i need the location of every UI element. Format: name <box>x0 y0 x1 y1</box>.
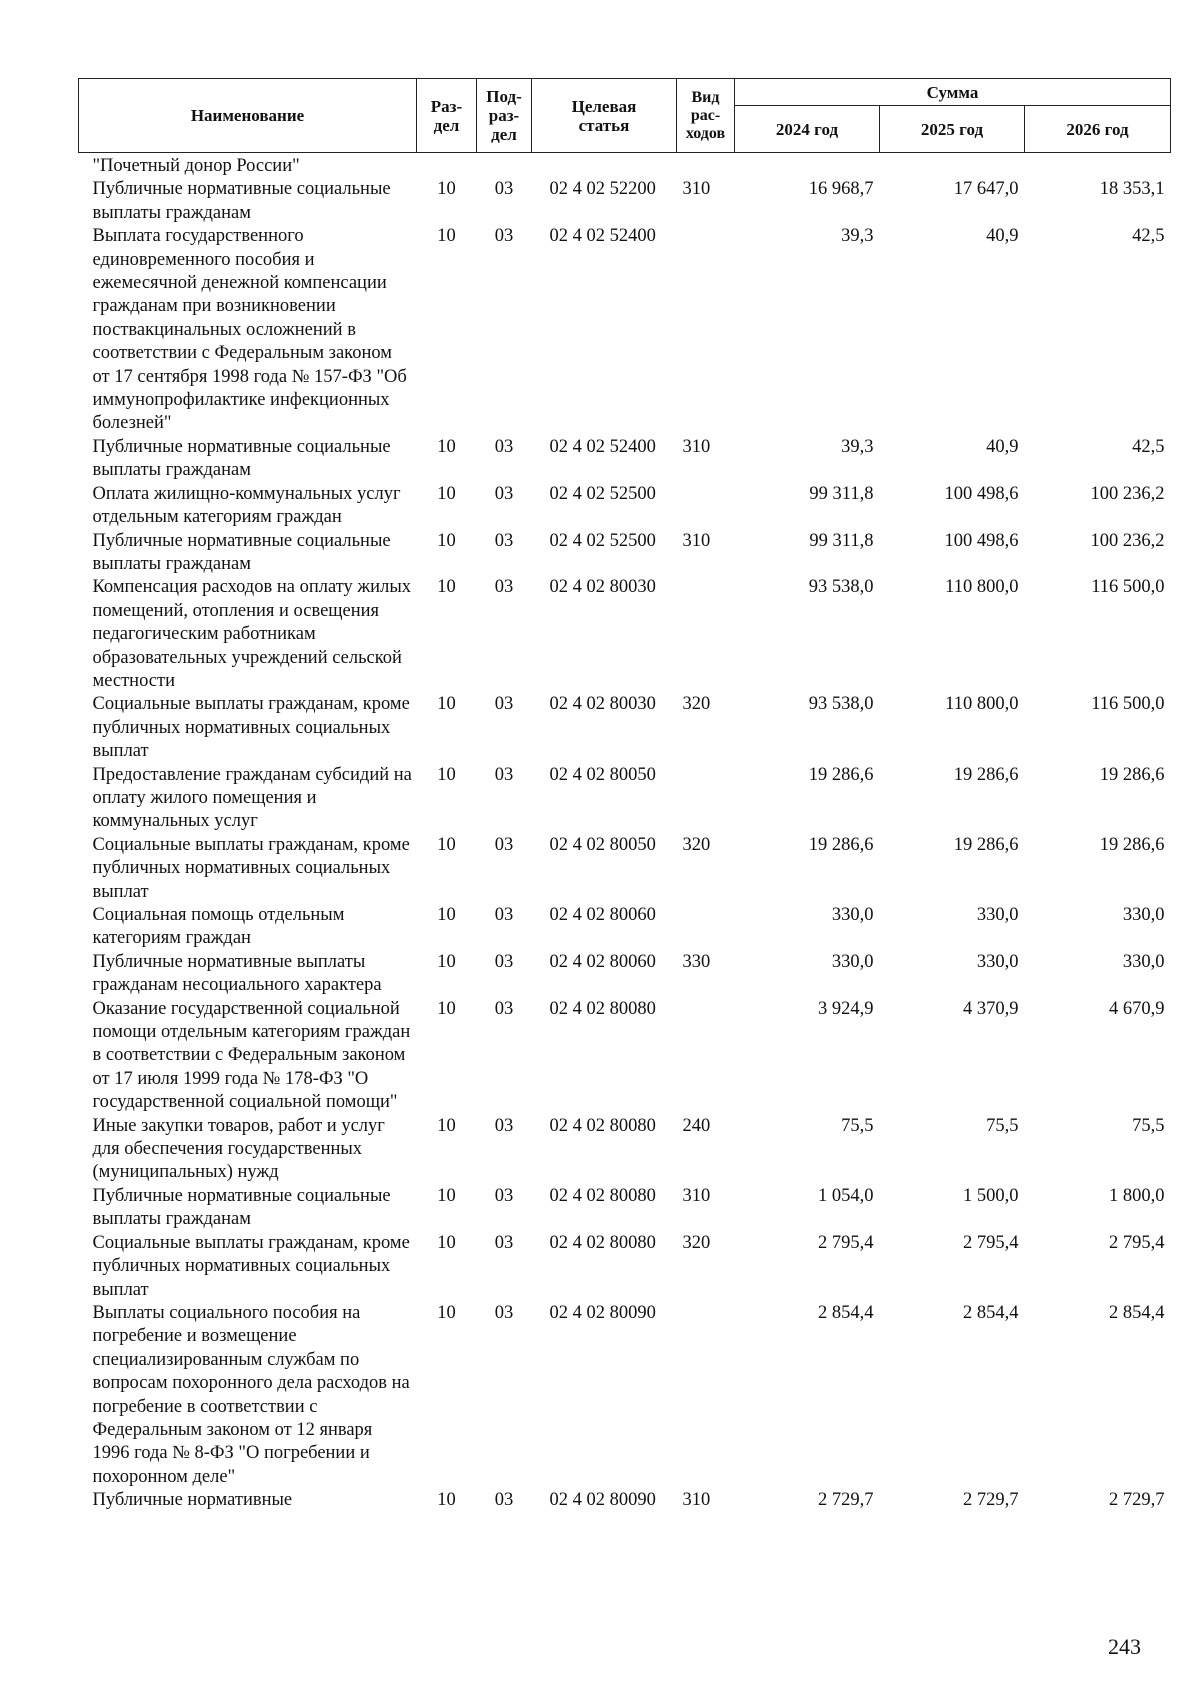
row-sum-2025: 40,9 <box>986 226 1019 247</box>
row-sum-2025: 330,0 <box>976 951 1019 972</box>
row-vid-rashodov <box>677 153 735 179</box>
row-sum-2025: 17 647,0 <box>953 179 1019 200</box>
row-sum-2024: 75,5 <box>841 1115 874 1136</box>
row-sum-2024: 3 924,9 <box>818 998 874 1019</box>
row-name: Публичные нормативные <box>92 1490 293 1511</box>
row-razdel: 10 <box>437 764 456 785</box>
row-sum-2026 <box>1025 153 1171 179</box>
table-row <box>79 225 1171 436</box>
row-sum-2024: 19 286,6 <box>808 764 874 785</box>
row-razdel: 10 <box>437 577 456 598</box>
budget-table <box>78 78 1171 1513</box>
row-name: Выплаты социального пособия на погребение и возмещение специализированным службам по вопросам похоронного дела расходов на погребение в соответствии с Федеральным законом от 12 января 1996 года № 8-ФЗ "О погребении и похоронном деле" <box>92 1302 410 1487</box>
row-vid-rashodov: 310 <box>682 436 711 457</box>
row-podrazdel: 03 <box>494 951 514 972</box>
row-razdel: 10 <box>437 1232 456 1253</box>
row-razdel: 10 <box>437 436 456 457</box>
row-sum-2024 <box>735 153 880 179</box>
row-podrazdel <box>477 153 532 179</box>
row-sum-2026: 42,5 <box>1132 436 1165 457</box>
row-vid-rashodov <box>677 576 735 693</box>
row-celevaya-statya: 02 4 02 80060 <box>549 905 656 925</box>
row-podrazdel: 03 <box>494 1115 514 1136</box>
row-razdel <box>417 153 477 179</box>
header-vid-rashodov: Вид рас- ходов <box>677 79 735 153</box>
row-sum-2025: 100 498,6 <box>944 530 1019 551</box>
row-sum-2024: 2 729,7 <box>818 1490 874 1511</box>
row-sum-2024: 99 311,8 <box>809 530 874 551</box>
row-name: Публичные нормативные выплаты гражданам несоциального характера <box>92 951 382 996</box>
row-podrazdel: 03 <box>494 179 514 200</box>
row-sum-2026: 18 353,1 <box>1099 179 1165 200</box>
row-vid-rashodov <box>677 904 735 951</box>
header-razdel: Раз- дел <box>417 79 477 153</box>
row-vid-rashodov <box>677 998 735 1115</box>
row-name: Социальные выплаты гражданам, кроме публичных нормативных социальных выплат <box>92 694 410 762</box>
row-sum-2024: 16 968,7 <box>808 179 874 200</box>
row-sum-2024: 2 795,4 <box>818 1232 874 1253</box>
row-celevaya-statya: 02 4 02 52500 <box>549 483 656 504</box>
row-name: Иные закупки товаров, работ и услуг для обеспечения государственных (муниципальных) нужд <box>92 1115 385 1183</box>
row-sum-2026: 116 500,0 <box>1091 577 1165 598</box>
row-sum-2026: 2 854,4 <box>1109 1302 1165 1323</box>
row-sum-2025: 330,0 <box>976 905 1019 925</box>
row-sum-2026: 1 800,0 <box>1109 1185 1165 1206</box>
row-sum-2026: 2 795,4 <box>1109 1232 1165 1253</box>
table-row <box>79 1115 1171 1185</box>
row-vid-rashodov <box>677 1302 735 1489</box>
row-sum-2025: 2 729,7 <box>963 1490 1019 1511</box>
row-sum-2025: 40,9 <box>986 436 1019 457</box>
row-name: Социальные выплаты гражданам, кроме публичных нормативных социальных выплат <box>92 834 410 902</box>
row-podrazdel: 03 <box>494 1232 514 1253</box>
header-summa: Сумма <box>735 79 1171 106</box>
row-sum-2025: 110 800,0 <box>945 577 1019 598</box>
row-celevaya-statya: 02 4 02 52500 <box>549 530 656 551</box>
row-sum-2026: 100 236,2 <box>1090 530 1165 551</box>
row-sum-2024: 1 054,0 <box>818 1185 874 1206</box>
row-razdel: 10 <box>437 530 456 551</box>
table-row <box>79 436 1171 483</box>
row-sum-2025: 2 854,4 <box>963 1302 1019 1323</box>
table-row <box>79 1232 1171 1302</box>
row-name: "Почетный донор России" <box>92 156 300 176</box>
row-sum-2024: 39,3 <box>841 436 874 457</box>
row-celevaya-statya: 02 4 02 80030 <box>549 577 656 598</box>
row-podrazdel: 03 <box>494 764 514 785</box>
row-sum-2025: 110 800,0 <box>945 694 1019 715</box>
table-row <box>79 1302 1171 1489</box>
row-sum-2024: 19 286,6 <box>808 834 874 855</box>
table-row <box>79 178 1171 225</box>
row-sum-2025: 19 286,6 <box>953 764 1019 785</box>
row-sum-2025 <box>880 153 1025 179</box>
row-sum-2026: 116 500,0 <box>1091 694 1165 715</box>
row-celevaya-statya <box>532 153 677 179</box>
row-podrazdel: 03 <box>494 577 514 598</box>
table-row <box>79 764 1171 834</box>
row-sum-2025: 75,5 <box>986 1115 1019 1136</box>
table-row <box>79 530 1171 577</box>
row-vid-rashodov: 240 <box>682 1115 711 1136</box>
table-body <box>79 153 1171 1513</box>
row-sum-2024: 93 538,0 <box>808 577 874 598</box>
row-razdel: 10 <box>437 1302 456 1323</box>
row-name: Социальная помощь отдельным категориям граждан <box>92 905 345 949</box>
row-razdel: 10 <box>437 951 456 972</box>
row-sum-2026: 42,5 <box>1132 226 1165 247</box>
row-podrazdel: 03 <box>494 436 514 457</box>
row-razdel: 10 <box>437 483 456 504</box>
table-row <box>79 576 1171 693</box>
row-sum-2026: 4 670,9 <box>1109 998 1165 1019</box>
row-podrazdel: 03 <box>494 1490 514 1511</box>
table-row <box>79 951 1171 998</box>
row-sum-2025: 100 498,6 <box>944 483 1019 504</box>
row-vid-rashodov: 330 <box>682 951 711 972</box>
row-celevaya-statya: 02 4 02 52400 <box>549 226 656 247</box>
row-celevaya-statya: 02 4 02 52200 <box>549 179 656 200</box>
row-name: Публичные нормативные социальные выплаты гражданам <box>92 530 391 574</box>
header-year-2026: 2026 год <box>1025 106 1171 153</box>
row-name: Выплата государственного единовременного пособия и ежемесячной денежной компенсации гражданам при возникновении поствакцинальных осложнений в соответствии с Федеральным законом от 17 сентября 1998 года № 157-ФЗ "Об иммунопрофилактике инфекционных болезней" <box>92 226 407 434</box>
row-sum-2024: 93 538,0 <box>808 694 874 715</box>
header-year-2024: 2024 год <box>735 106 880 153</box>
row-vid-rashodov: 310 <box>682 1490 711 1511</box>
row-celevaya-statya: 02 4 02 80030 <box>549 694 656 715</box>
row-razdel: 10 <box>437 834 456 855</box>
row-sum-2024: 2 854,4 <box>818 1302 874 1323</box>
row-vid-rashodov: 310 <box>682 179 711 200</box>
row-celevaya-statya: 02 4 02 80050 <box>549 834 656 855</box>
row-celevaya-statya: 02 4 02 80080 <box>549 1185 656 1206</box>
row-vid-rashodov: 320 <box>682 1232 711 1253</box>
row-sum-2025: 1 500,0 <box>963 1185 1019 1206</box>
row-razdel: 10 <box>437 226 456 247</box>
table-row <box>79 153 1171 179</box>
row-sum-2026: 19 286,6 <box>1099 834 1165 855</box>
table-row <box>79 904 1171 951</box>
row-name: Предоставление гражданам субсидий на оплату жилого помещения и коммунальных услуг <box>92 764 412 832</box>
row-name: Оплата жилищно-коммунальных услуг отдельным категориям граждан <box>92 483 401 528</box>
row-celevaya-statya: 02 4 02 80080 <box>549 998 656 1019</box>
row-sum-2024: 99 311,8 <box>809 483 874 504</box>
row-vid-rashodov <box>677 225 735 436</box>
row-celevaya-statya: 02 4 02 52400 <box>549 436 656 457</box>
page-number: 243 <box>1108 1634 1141 1659</box>
table-row <box>79 693 1171 763</box>
header-celevaya-statya: Целевая статья <box>532 79 677 153</box>
header-podrazdel: Под- раз- дел <box>477 79 532 153</box>
row-sum-2026: 330,0 <box>1122 951 1165 972</box>
table-header <box>79 79 1171 153</box>
row-podrazdel: 03 <box>494 998 514 1019</box>
row-razdel: 10 <box>437 1185 456 1206</box>
row-sum-2024: 39,3 <box>841 226 874 247</box>
header-year-2025: 2025 год <box>880 106 1025 153</box>
row-razdel: 10 <box>437 998 456 1019</box>
row-name: Публичные нормативные социальные выплаты гражданам <box>92 436 391 481</box>
row-sum-2025: 4 370,9 <box>963 998 1019 1019</box>
row-podrazdel: 03 <box>494 1302 514 1323</box>
row-razdel: 10 <box>437 1115 456 1136</box>
table-row <box>79 483 1171 530</box>
row-vid-rashodov: 310 <box>682 1185 711 1206</box>
row-vid-rashodov <box>677 764 735 834</box>
row-name: Публичные нормативные социальные выплаты гражданам <box>92 1185 391 1230</box>
row-podrazdel: 03 <box>494 530 514 551</box>
table-row <box>79 998 1171 1115</box>
row-name: Социальные выплаты гражданам, кроме публичных нормативных социальных выплат <box>92 1232 410 1300</box>
table-row <box>79 1489 1171 1512</box>
row-razdel: 10 <box>437 179 456 200</box>
row-sum-2026: 19 286,6 <box>1099 764 1165 785</box>
row-sum-2025: 19 286,6 <box>953 834 1019 855</box>
row-vid-rashodov: 310 <box>682 530 711 551</box>
row-podrazdel: 03 <box>494 226 514 247</box>
row-sum-2026: 75,5 <box>1132 1115 1165 1136</box>
row-celevaya-statya: 02 4 02 80090 <box>549 1490 656 1511</box>
table-row <box>79 1185 1171 1232</box>
row-name: Публичные нормативные социальные выплаты гражданам <box>92 179 391 223</box>
row-razdel: 10 <box>437 1490 456 1511</box>
row-celevaya-statya: 02 4 02 80090 <box>549 1302 656 1323</box>
row-podrazdel: 03 <box>494 834 514 855</box>
row-celevaya-statya: 02 4 02 80050 <box>549 764 656 785</box>
row-podrazdel: 03 <box>494 905 514 925</box>
row-celevaya-statya: 02 4 02 80080 <box>549 1232 656 1253</box>
row-razdel: 10 <box>437 905 456 925</box>
row-sum-2026: 2 729,7 <box>1109 1490 1165 1511</box>
row-podrazdel: 03 <box>494 694 514 715</box>
row-sum-2024: 330,0 <box>831 905 874 925</box>
row-vid-rashodov: 320 <box>682 834 711 855</box>
row-sum-2025: 2 795,4 <box>963 1232 1019 1253</box>
budget-table-page <box>78 78 1170 1513</box>
row-sum-2024: 330,0 <box>831 951 874 972</box>
row-podrazdel: 03 <box>494 483 514 504</box>
row-celevaya-statya: 02 4 02 80060 <box>549 951 656 972</box>
header-name: Наименование <box>79 79 417 153</box>
row-sum-2026: 330,0 <box>1122 905 1165 925</box>
table-row <box>79 834 1171 904</box>
row-celevaya-statya: 02 4 02 80080 <box>549 1115 656 1136</box>
row-name: Компенсация расходов на оплату жилых помещений, отопления и освещения педагогическим работникам образовательных учреждений сельской местности <box>92 577 411 691</box>
row-razdel: 10 <box>437 694 456 715</box>
row-vid-rashodov <box>677 483 735 530</box>
row-sum-2026: 100 236,2 <box>1090 483 1165 504</box>
row-name: Оказание государственной социальной помощи отдельным категориям граждан в соответствии с Федеральным законом от 17 июля 1999 года № 178-ФЗ "О государственной социальной помощи" <box>92 998 411 1113</box>
row-vid-rashodov: 320 <box>682 694 711 715</box>
row-podrazdel: 03 <box>494 1185 514 1206</box>
